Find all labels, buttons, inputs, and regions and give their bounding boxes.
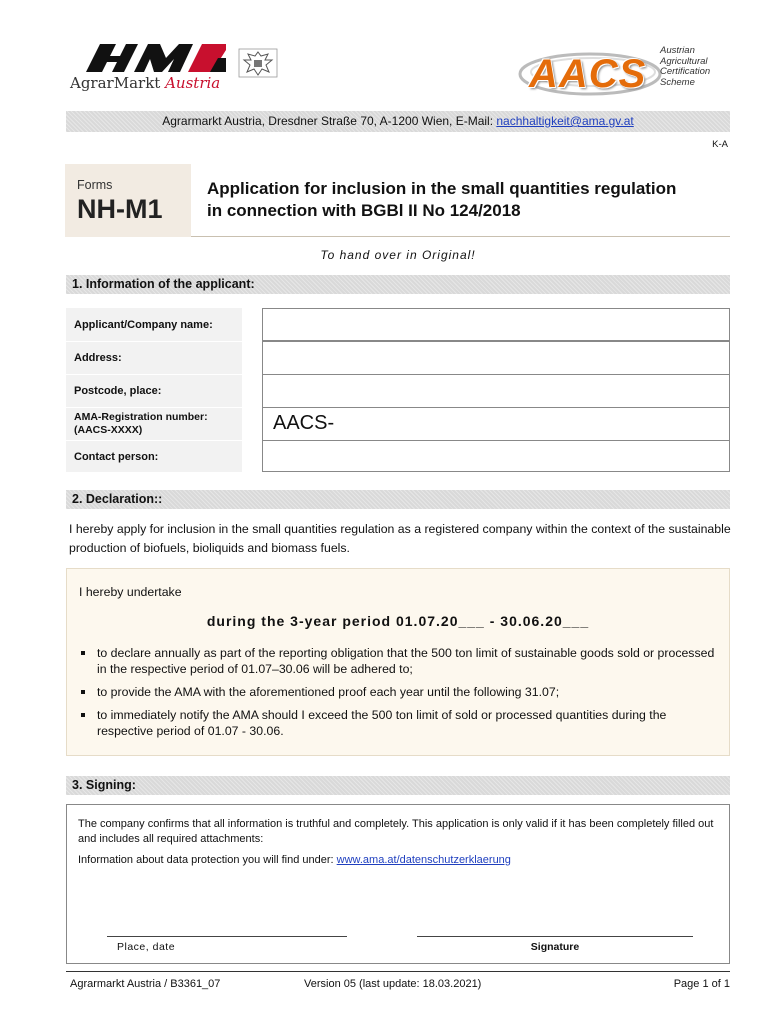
austrian-eagle-icon bbox=[238, 48, 278, 78]
data-protection-link[interactable]: www.ama.at/datenschutzerklaerung bbox=[336, 854, 511, 866]
email-link[interactable]: nachhaltigkeit@ama.gv.at bbox=[496, 114, 634, 128]
page-title bbox=[207, 178, 727, 222]
label-ama-registration-line1: AMA-Registration number: bbox=[74, 411, 208, 423]
label-address: Address: bbox=[66, 342, 242, 374]
signature-label: Signature bbox=[530, 941, 580, 953]
signature-line[interactable] bbox=[417, 936, 693, 937]
label-postcode-place: Postcode, place: bbox=[66, 375, 242, 407]
ka-code: K-A bbox=[712, 139, 728, 150]
list-item: to provide the AMA with the aforementioned proof each year until the following 31.07; bbox=[77, 684, 717, 700]
ama-logo-mark bbox=[86, 44, 226, 72]
aacs-caption-line: Certification bbox=[660, 66, 711, 77]
label-contact-person: Contact person: bbox=[66, 441, 242, 472]
aacs-caption-line: Agricultural bbox=[660, 55, 708, 67]
declaration-text: I hereby apply for inclusion in the small quantities regulation as a registered company within the context of the sustainable production of biofuels, bioliquids and biomass fuels. bbox=[69, 522, 731, 555]
list-item: to declare annually as part of the reporting obligation that the 500 ton limit of sustainable goods sold or processed in the respective period of 01.07–30.06 will be adhered to; bbox=[77, 645, 717, 677]
label-ama-registration bbox=[66, 408, 242, 440]
aacs-logo-caption bbox=[660, 46, 710, 88]
label-company-name: Applicant/Company name: bbox=[66, 308, 242, 341]
address-bar bbox=[66, 111, 730, 132]
place-date-line[interactable] bbox=[107, 936, 347, 937]
aacs-logo-text: AACS bbox=[529, 52, 647, 96]
undertake-intro: I hereby undertake bbox=[79, 585, 182, 599]
label-ama-registration-line2: (AACS-XXXX) bbox=[74, 424, 143, 436]
ama-subtitle-agrar: AgrarMarkt bbox=[70, 74, 161, 92]
address-text: Agrarmarkt Austria, Dresdner Straße 70, A-1200 Wien, E-Mail: bbox=[162, 114, 497, 128]
ama-registration-field[interactable]: AACS- bbox=[262, 407, 730, 441]
form-id-box bbox=[65, 164, 191, 237]
hand-over-note: To hand over in Original! bbox=[320, 248, 476, 262]
footer-page-number: Page 1 of 1 bbox=[673, 978, 730, 990]
section2-header: 2. Declaration:: bbox=[66, 490, 730, 509]
place-date-label: Place, date bbox=[117, 941, 176, 953]
ama-logo bbox=[70, 44, 240, 96]
address-field[interactable] bbox=[262, 341, 730, 375]
postcode-place-field[interactable] bbox=[262, 374, 730, 408]
ama-logo-subtitle bbox=[70, 74, 220, 92]
forms-label: Forms bbox=[77, 178, 113, 192]
aacs-caption-line: Austrian bbox=[660, 45, 695, 56]
form-code: NH-M1 bbox=[77, 194, 163, 224]
list-item: to immediately notify the AMA should I exceed the 500 ton limit of sold or processed quantities during the respective period of 01.07 - 30.06. bbox=[77, 707, 717, 739]
data-protection-text: Information about data protection you will find under: bbox=[78, 854, 337, 866]
undertaking-box bbox=[66, 568, 730, 756]
company-name-field[interactable] bbox=[262, 308, 730, 341]
undertake-list bbox=[77, 645, 717, 746]
signing-box bbox=[66, 804, 730, 964]
aacs-caption-line: Scheme bbox=[660, 76, 695, 88]
section1-header: 1. Information of the applicant: bbox=[66, 275, 730, 294]
footer-version: Version 05 (last update: 18.03.2021) bbox=[304, 978, 482, 990]
section3-header: 3. Signing: bbox=[66, 776, 730, 795]
aacs-logo bbox=[515, 44, 735, 100]
footer-divider bbox=[66, 971, 730, 972]
footer-doc-id: Agrarmarkt Austria / B3361_07 bbox=[70, 978, 221, 990]
data-protection-note bbox=[78, 854, 511, 866]
title-line: Application for inclusion in the small quantities regulation bbox=[207, 179, 677, 198]
ama-subtitle-austria: Austria bbox=[165, 74, 221, 92]
title-line: in connection with BGBl II No 124/2018 bbox=[207, 201, 521, 220]
title-divider bbox=[191, 236, 730, 237]
undertake-period: during the 3-year period 01.07.20___ - 30.06.20___ bbox=[206, 613, 590, 629]
signing-confirmation: The company confirms that all information is truthful and completely. This application is only valid if it has been completely filled out and includes all required attachments: bbox=[78, 818, 714, 845]
contact-person-field[interactable] bbox=[262, 440, 730, 472]
